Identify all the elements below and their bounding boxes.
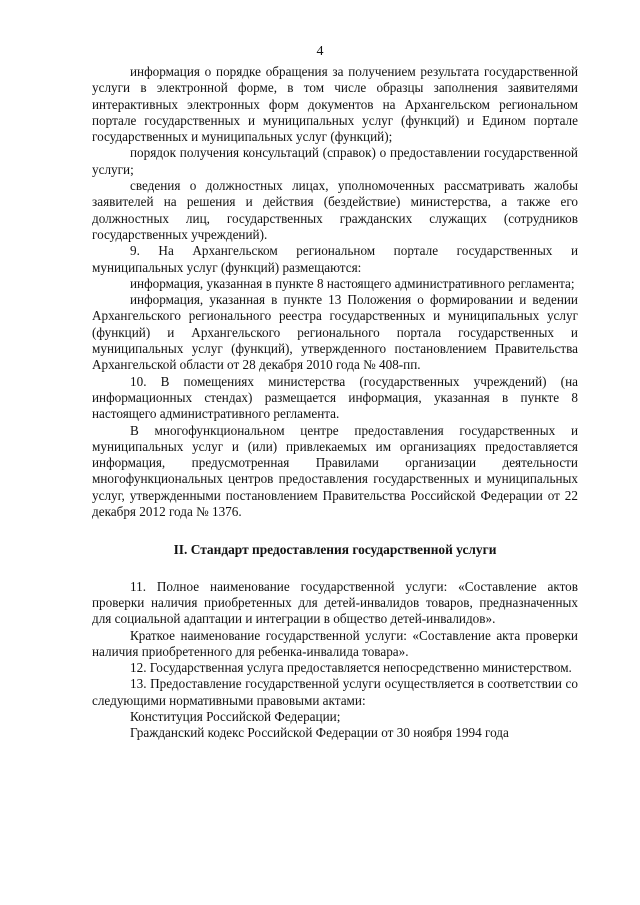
paragraph-item-9: 9. На Архангельском региональном портале государственных и муниципальных услуг (функций) размещаются: bbox=[92, 243, 578, 275]
document-body bbox=[92, 64, 578, 742]
paragraph: сведения о должностных лицах, уполномоченных рассматривать жалобы заявителей на решения и действия (бездействие) министерства, а также его должностных лиц, государственных гражданских служащих (сотрудников государственных учреждений). bbox=[92, 178, 578, 242]
paragraph: информация, указанная в пункте 8 настоящего административного регламента; bbox=[130, 275, 575, 291]
paragraph: информация о порядке обращения за получением результата государственной услуги в электронной форме, в том числе образцы заполнения заявителями интерактивных электронных форм документов на Архангельском региональном портале государственных и муниципальных услуг (функций) и Едином портале государственных и муниципальных услуг (функций); bbox=[92, 64, 578, 145]
paragraph-item-13: 13. Предоставление государственной услуги осуществляется в соответствии со следующими нормативными правовыми актами: bbox=[92, 676, 578, 708]
paragraph-item-12: 12. Государственная услуга предоставляется непосредственно министерством. bbox=[130, 660, 572, 676]
paragraph: порядок получения консультаций (справок) о предоставлении государственной услуги; bbox=[92, 145, 578, 177]
paragraph: В многофункциональном центре предоставления государственных и муниципальных услуг и (или) привлекаемых им организациях предоставляется информация, предусмотренная Правилами организации деятельности многофункциональных центров предоставления государственных и муниципальных услуг, утвержденными постановлением Правительства Российской Федерации от 22 декабря 2012 года № 1376. bbox=[92, 422, 578, 520]
section-heading: II. Стандарт предоставления государственной услуги bbox=[173, 542, 497, 558]
paragraph: Конституция Российской Федерации; bbox=[130, 708, 341, 724]
paragraph: Гражданский кодекс Российской Федерации от 30 ноября 1994 года bbox=[130, 725, 509, 741]
paragraph: Краткое наименование государственной услуги: «Составление акта проверки наличия приобретенного для ребенка-инвалида товара». bbox=[92, 627, 578, 659]
page-number: 4 bbox=[316, 44, 324, 59]
paragraph-item-10: 10. В помещениях министерства (государственных учреждений) (на информационных стендах) размещается информация, указанная в пункте 8 настоящего административного регламента. bbox=[92, 373, 578, 422]
paragraph: информация, указанная в пункте 13 Положения о формировании и ведении Архангельского регионального реестра государственных и муниципальных услуг (функций) и Архангельского регионального портала государственных и муниципальных услуг (функций), утвержденного постановлением Правительства Архангельской области от 28 декабря 2010 года № 408-пп. bbox=[92, 292, 578, 373]
paragraph-item-11: 11. Полное наименование государственной услуги: «Составление актов проверки наличия приобретенных для детей-инвалидов товаров, предназначенных для социальной адаптации и интеграции в общество детей-инвалидов». bbox=[92, 578, 578, 627]
